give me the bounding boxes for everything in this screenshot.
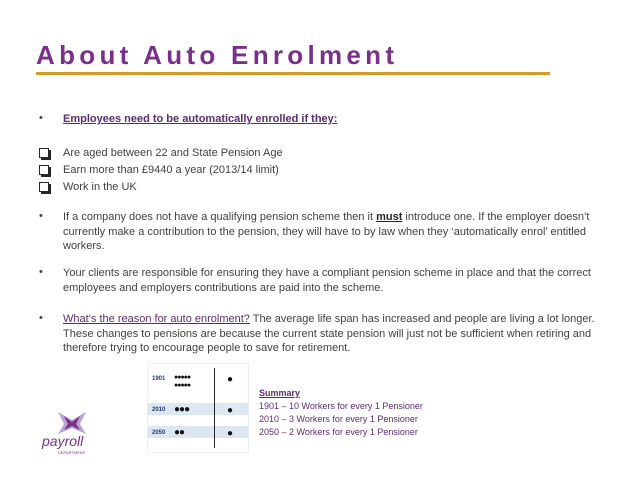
criteria-item: Earn more than £9440 a year (2013/14 limit) (63, 164, 279, 176)
summary-line: 2050 – 2 Workers for every 1 Pensioner (259, 427, 418, 437)
summary-heading: Summary (259, 388, 301, 398)
checkbox-icon (39, 182, 49, 192)
figure-pensioner-icon: ● (227, 374, 234, 385)
summary-line: 2010 – 3 Workers for every 1 Pensioner (259, 414, 418, 424)
figure-workers: ●●●●● ●●●●● (174, 374, 191, 389)
point-2-text: Your clients are responsible for ensuring they have a compliant pension scheme in place and that the correct employees and employers contributions are paid into the scheme. (63, 267, 591, 294)
payroll-logo (40, 410, 104, 456)
summary-box (259, 387, 423, 439)
bullet-intro: • (39, 112, 43, 124)
point-3-rest: The average life span has increased and people are living a lot longer. These changes to pensions are because the current state pension will just not be sufficient when retiring and therefore trying to encourage people to save for retirement. (63, 313, 595, 354)
workers-pensioners-figure (148, 364, 248, 452)
figure-divider (214, 368, 215, 448)
point-1-emphasis: must (376, 211, 403, 223)
checkbox-icon (39, 165, 49, 175)
summary-line: 1901 – 10 Workers for every 1 Pensioner (259, 401, 423, 411)
point-3-question: What’s the reason for auto enrolment? (63, 313, 250, 325)
title-underline (36, 72, 550, 75)
figure-workers: ●●● (174, 404, 190, 415)
logo-subtext: DEPARTMENT (58, 450, 86, 455)
slide-title: About Auto Enrolment (36, 40, 399, 70)
figure-year-label: 2010 (152, 407, 166, 413)
bullet-point-2: • (39, 266, 43, 278)
criteria-item: Are aged between 22 and State Pension Age (63, 147, 283, 159)
point-1-text (63, 210, 608, 254)
figure-workers: ●● (174, 427, 185, 438)
figure-pensioner-icon: ● (227, 428, 234, 439)
criteria-item: Work in the UK (63, 181, 137, 193)
figure-year-label: 1901 (152, 376, 166, 382)
bullet-point-3: • (39, 312, 43, 324)
point-1-after: introduce one. If the employer doesn’t currently make a contribution to the pension, they will have to by law when they ‘automatically enrol’ entitled workers. (63, 211, 590, 252)
figure-pensioner-icon: ● (227, 405, 234, 416)
point-1-before: If a company does not have a qualifying pension scheme then it (63, 211, 377, 223)
logo-text: payroll (42, 433, 84, 449)
figure-year-label: 2050 (152, 430, 166, 436)
checkbox-icon (39, 148, 49, 158)
intro-heading: Employees need to be automatically enrolled if they: (63, 113, 338, 125)
payroll-logo-mark (40, 410, 104, 456)
point-3-text (63, 312, 608, 356)
bullet-point-1: • (39, 210, 43, 222)
